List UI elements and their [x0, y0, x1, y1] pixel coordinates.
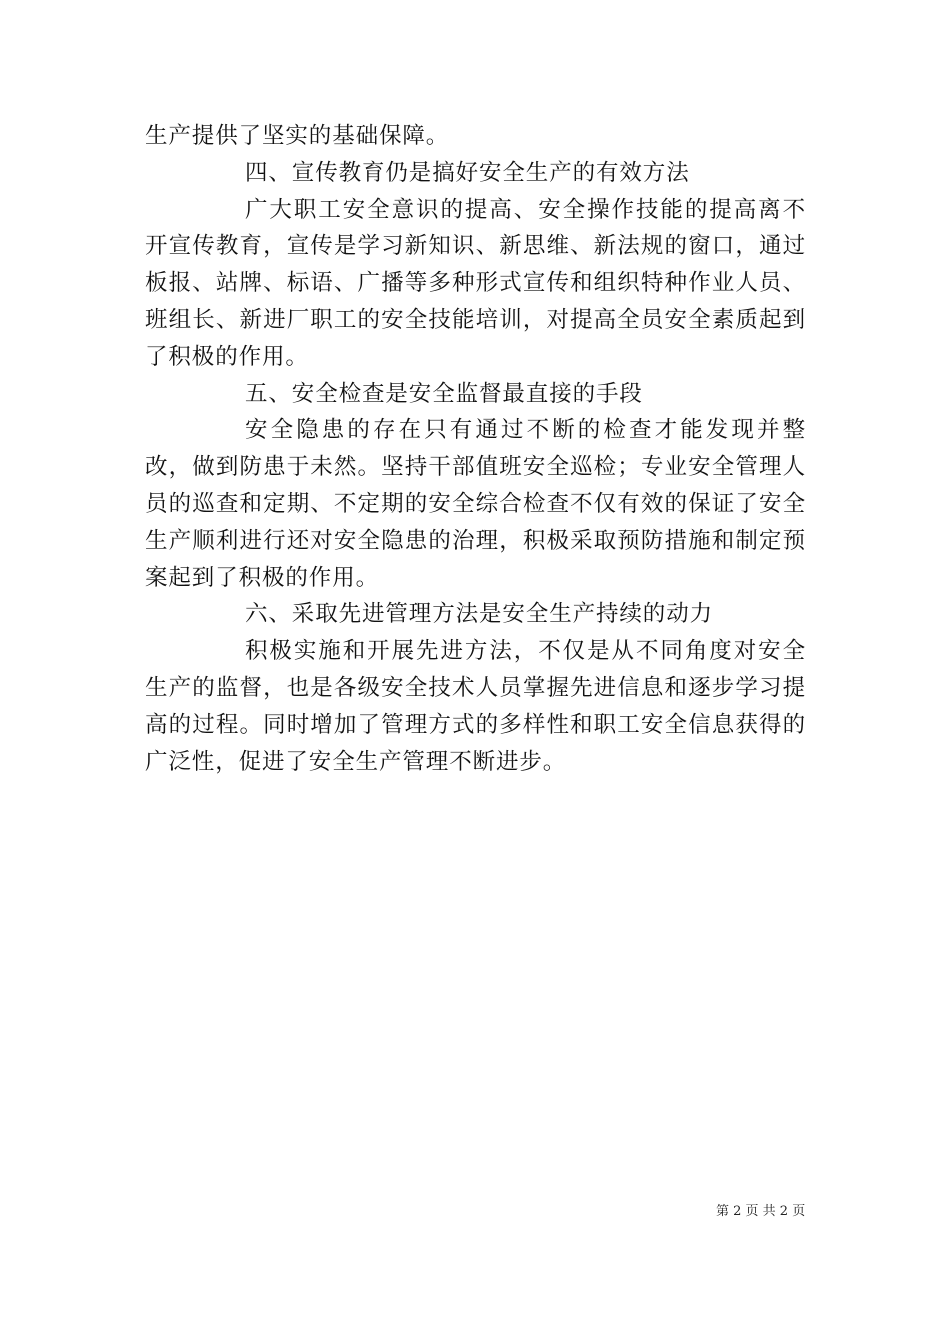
document-body: [145, 118, 806, 780]
section-heading-6: 六、采取先进管理方法是安全生产持续的动力: [245, 601, 714, 628]
section-body-6: 积极实施和开展先进方法，不仅是从不同角度对安全生产的监督，也是各级安全技术人员掌握先进信息和逐步学习提高的过程。同时增加了管理方式的多样性和职工安全信息获得的广泛性，促进了安全生产管理不断进步。: [145, 638, 806, 775]
section-body-5: 安全隐患的存在只有通过不断的检查才能发现并整改，做到防患于未然。坚持干部值班安全巡检；专业安全管理人员的巡查和定期、不定期的安全综合检查不仅有效的保证了安全生产顺利进行还对安全隐患的治理，积极采取预防措施和制定预案起到了积极的作用。: [145, 417, 806, 591]
section-heading-5: 五、安全检查是安全监督最直接的手段: [245, 380, 643, 407]
section-heading-4: 四、宣传教育仍是搞好安全生产的有效方法: [245, 159, 690, 186]
paragraph-continuation: 生产提供了坚实的基础保障。: [145, 123, 450, 149]
section-body-4: 广大职工安全意识的提高、安全操作技能的提高离不开宣传教育，宣传是学习新知识、新思维、新法规的窗口，通过板报、站牌、标语、广播等多种形式宣传和组织特种作业人员、班组长、新进厂职工的安全技能培训，对提高全员安全素质起到了积极的作用。: [145, 196, 806, 370]
page-number-footer: 第 2 页 共 2 页: [716, 1204, 806, 1219]
